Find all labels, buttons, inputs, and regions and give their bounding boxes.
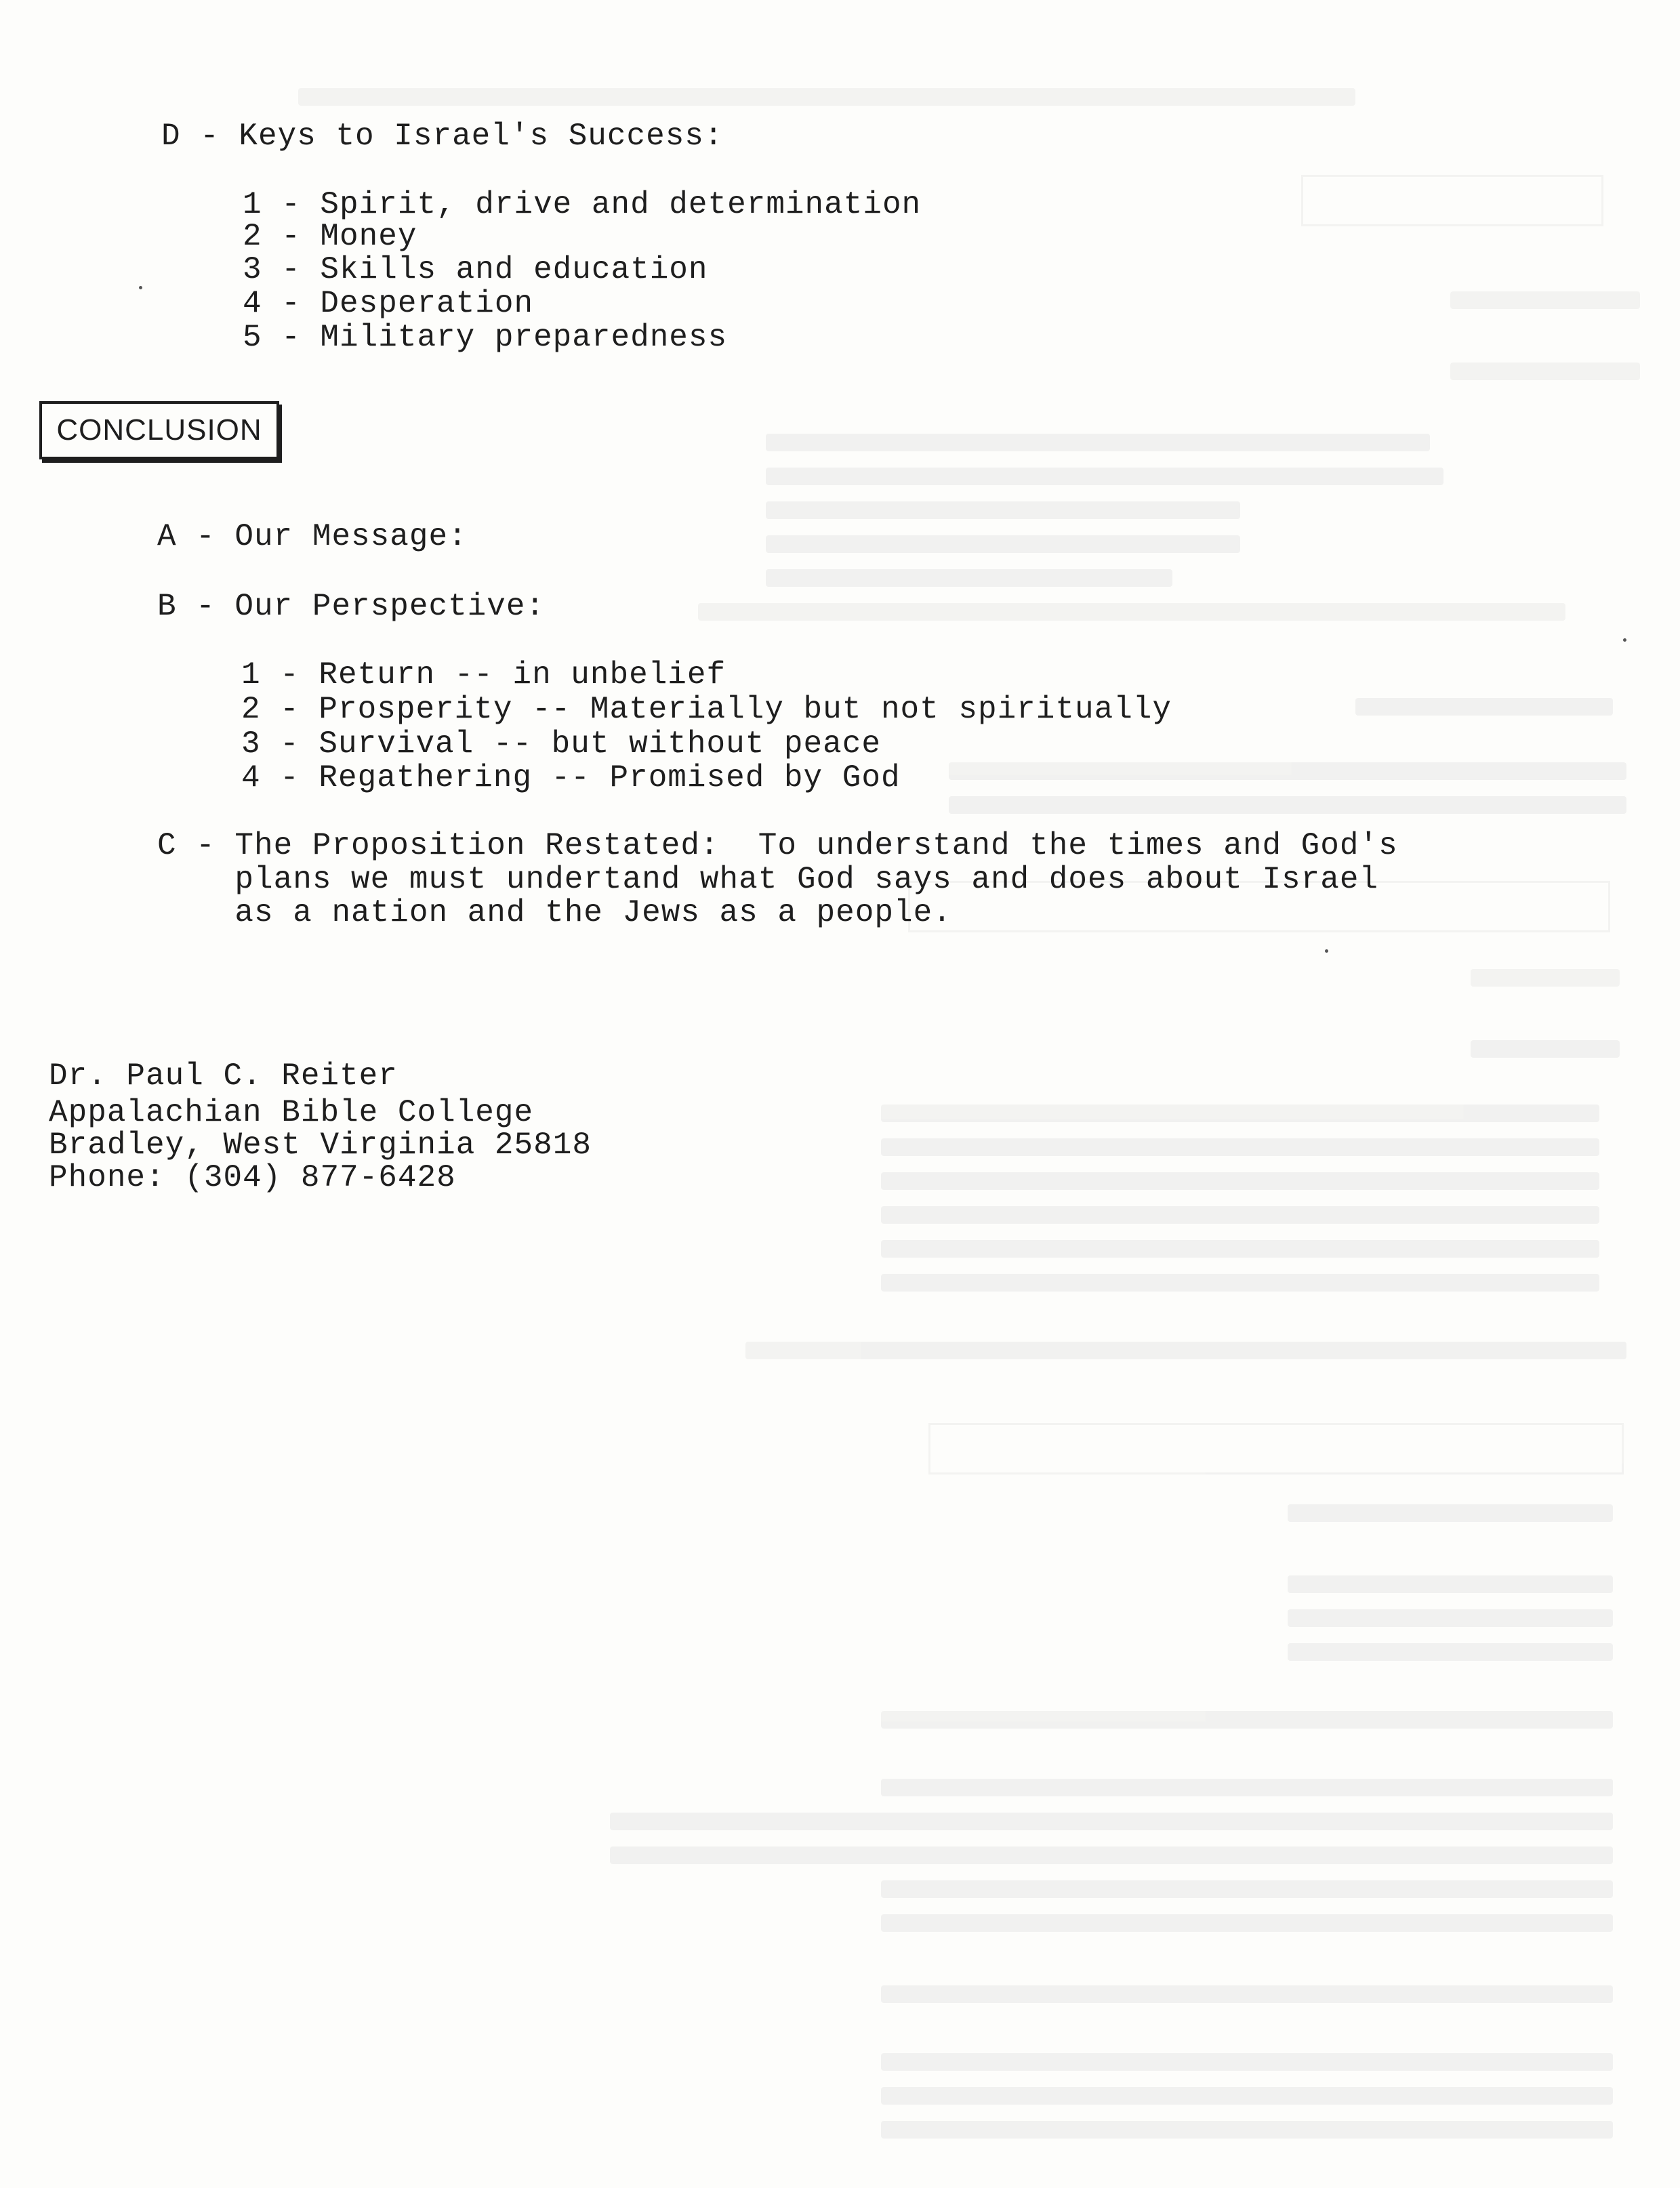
print-speck [1325,949,1328,953]
keys-heading: D - Keys to Israel's Success: [161,119,724,154]
proposition-line: C - The Proposition Restated: To understand the times and God's [157,828,1398,863]
author-name: Dr. Paul C. Reiter [49,1058,398,1094]
keys-item: 2 - Money [243,219,417,254]
conclusion-label-box [39,401,279,459]
conclusion-label: CONCLUSION [56,413,262,447]
keys-item: 5 - Military preparedness [243,320,728,355]
perspective-item: 3 - Survival -- but without peace [241,726,881,762]
perspective-item: 1 - Return -- in unbelief [241,657,726,693]
keys-item: 4 - Desperation [243,286,534,321]
author-address: Bradley, West Virginia 25818 [49,1128,592,1163]
conclusion-perspective-heading: B - Our Perspective: [157,589,546,624]
print-speck [139,286,142,289]
perspective-item: 2 - Prosperity -- Materially but not spiritually [241,692,1172,727]
print-speck [1623,638,1626,642]
conclusion-message: A - Our Message: [157,519,468,554]
keys-item: 3 - Skills and education [243,252,708,287]
keys-item: 1 - Spirit, drive and determination [243,187,922,222]
perspective-item: 4 - Regathering -- Promised by God [241,760,901,796]
proposition-line: as a nation and the Jews as a people. [157,895,952,930]
author-institution: Appalachian Bible College [49,1095,534,1130]
proposition-line: plans we must undertand what God says and does about Israel [157,862,1379,897]
author-phone: Phone: (304) 877-6428 [49,1160,456,1195]
